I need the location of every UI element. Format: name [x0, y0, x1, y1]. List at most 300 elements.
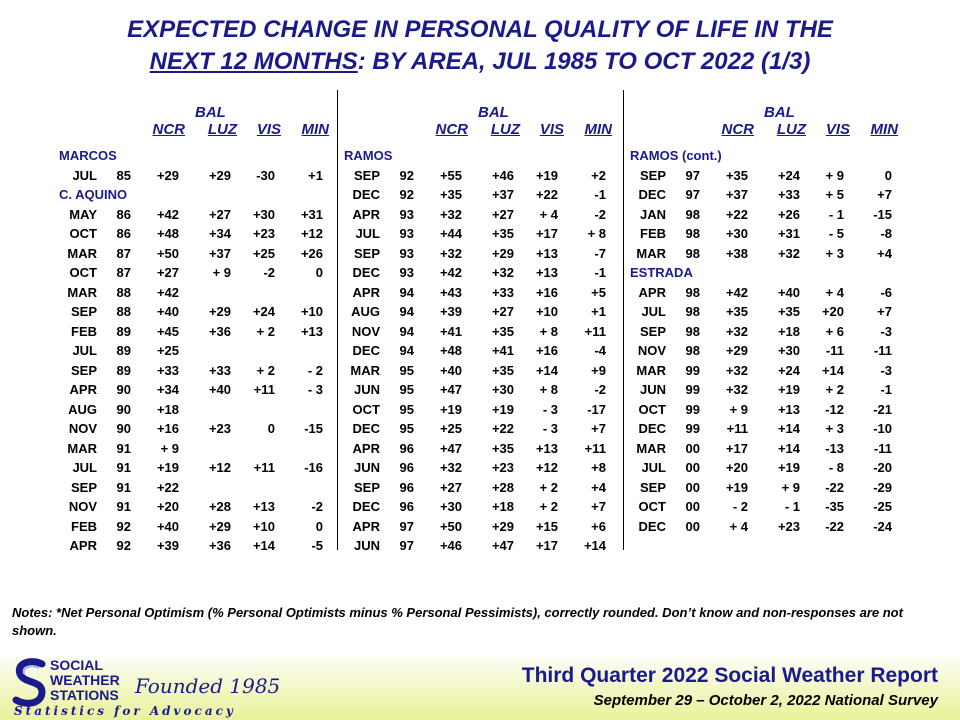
cell-vis: + 8 [539, 323, 558, 339]
cell-month: APR [352, 440, 380, 456]
cell-min: +4 [591, 479, 606, 495]
cell-month: DEC [638, 518, 666, 534]
cell-month: DEC [352, 343, 380, 358]
table-row [624, 499, 904, 517]
cell-luz: +33 [208, 362, 231, 378]
header-vis: VIS [825, 121, 850, 138]
cell-ncr: +34 [156, 382, 179, 397]
cell-min: +6 [591, 518, 606, 534]
cell-vis: + 4 [539, 206, 558, 222]
cell-ncr: +48 [439, 343, 462, 358]
cell-month: SEP [70, 304, 97, 319]
cell-vis: +14 [252, 538, 275, 553]
cell-year: 87 [116, 245, 131, 261]
cell-min: -2 [311, 499, 323, 514]
cell-ncr: +45 [156, 323, 179, 339]
cell-luz: +33 [491, 284, 514, 300]
cell-year: 94 [399, 284, 414, 300]
cell-luz: +23 [208, 421, 231, 436]
table-row [624, 324, 904, 342]
cell-vis: -35 [825, 499, 844, 514]
cell-vis: + 8 [539, 382, 558, 397]
cell-vis: + 3 [825, 421, 844, 436]
table-row [338, 265, 618, 283]
cell-ncr: + 4 [729, 518, 748, 534]
cell-luz: +31 [777, 226, 800, 241]
cell-year: 93 [399, 245, 414, 261]
cell-year: 85 [116, 167, 131, 183]
cell-year: 96 [399, 440, 414, 456]
cell-vis: +14 [535, 362, 558, 378]
cell-month: DEC [638, 187, 666, 202]
cell-luz: +46 [491, 167, 514, 183]
cell-month: SEP [639, 479, 666, 495]
header-bal: BAL [195, 104, 226, 121]
cell-vis: -2 [263, 265, 275, 280]
table-row [55, 207, 335, 225]
cell-luz: +13 [777, 401, 800, 417]
cell-luz: +32 [491, 265, 514, 280]
cell-min: -5 [311, 538, 323, 553]
table-row [338, 519, 618, 537]
cell-luz: +29 [208, 518, 231, 534]
cell-year: 96 [399, 460, 414, 475]
header-luz: LUZ [776, 121, 806, 138]
cell-min: +26 [300, 245, 323, 261]
header-ncr: NCR [152, 121, 185, 138]
cell-year: 00 [685, 499, 700, 514]
cell-year: 92 [399, 167, 414, 183]
table-row [55, 538, 335, 556]
table-row [624, 304, 904, 322]
cell-year: 99 [685, 401, 700, 417]
table-row [338, 421, 618, 439]
cell-min: 0 [315, 518, 323, 534]
cell-year: 98 [685, 226, 700, 241]
cell-min: +1 [591, 304, 606, 319]
cell-vis: -30 [256, 167, 275, 183]
cell-vis: + 2 [256, 323, 275, 339]
cell-year: 00 [685, 479, 700, 495]
section-label: RAMOS (cont.) [630, 148, 722, 163]
cell-luz: +30 [491, 382, 514, 397]
cell-vis: + 6 [825, 323, 844, 339]
table-row [55, 421, 335, 439]
header-luz: LUZ [490, 121, 520, 138]
cell-ncr: +50 [156, 245, 179, 261]
cell-ncr: +37 [725, 187, 748, 202]
cell-year: 95 [399, 382, 414, 397]
cell-vis: 0 [267, 421, 275, 436]
cell-luz: +36 [208, 538, 231, 553]
cell-min: +8 [591, 460, 606, 475]
table-row [338, 382, 618, 400]
cell-ncr: +30 [725, 226, 748, 241]
cell-vis: +16 [535, 343, 558, 358]
cell-year: 88 [116, 284, 131, 300]
cell-vis: + 2 [825, 382, 844, 397]
cell-vis: -13 [825, 440, 844, 456]
table-row [624, 519, 904, 537]
cell-month: JUN [353, 382, 380, 397]
cell-month: APR [69, 538, 97, 553]
table-row [338, 343, 618, 361]
cell-min: 0 [884, 167, 892, 183]
cell-luz: +18 [777, 323, 800, 339]
cell-ncr: +38 [725, 245, 748, 261]
cell-ncr: +32 [439, 460, 462, 475]
cell-vis: - 3 [542, 421, 558, 436]
table-row [55, 246, 335, 264]
cell-vis: +12 [535, 460, 558, 475]
header-vis: VIS [539, 121, 564, 138]
table-row [624, 246, 904, 264]
cell-ncr: +32 [725, 323, 748, 339]
cell-month: MAR [67, 284, 97, 300]
cell-min: 0 [315, 265, 323, 280]
cell-vis: + 2 [539, 479, 558, 495]
table-row [624, 226, 904, 244]
cell-ncr: +20 [725, 460, 748, 475]
header-ncr: NCR [435, 121, 468, 138]
header-bal: BAL [478, 104, 509, 121]
cell-vis: +13 [535, 245, 558, 261]
cell-year: 94 [399, 343, 414, 358]
cell-luz: +47 [491, 538, 514, 553]
cell-ncr: +47 [439, 382, 462, 397]
cell-ncr: + 9 [160, 440, 179, 456]
cell-min: +7 [591, 421, 606, 436]
cell-luz: +36 [208, 323, 231, 339]
cell-luz: +18 [491, 499, 514, 514]
cell-month: FEB [640, 226, 666, 241]
cell-year: 98 [685, 245, 700, 261]
cell-luz: +29 [491, 518, 514, 534]
cell-luz: +35 [491, 323, 514, 339]
cell-year: 98 [685, 206, 700, 222]
cell-month: APR [638, 284, 666, 300]
cell-vis: +30 [252, 206, 275, 222]
cell-month: JUN [353, 538, 380, 553]
cell-min: +11 [584, 323, 606, 339]
table-row [338, 460, 618, 478]
cell-min: -10 [873, 421, 892, 436]
title-underlined-phrase: NEXT 12 MONTHS [149, 48, 358, 75]
table-row [338, 402, 618, 420]
cell-month: MAR [636, 362, 666, 378]
cell-vis: +17 [535, 538, 558, 553]
cell-year: 87 [116, 265, 131, 280]
cell-ncr: +32 [439, 245, 462, 261]
cell-month: MAY [69, 206, 97, 222]
logo-line-3: STATIONS [50, 687, 119, 703]
cell-year: 92 [399, 187, 414, 202]
table-row [338, 207, 618, 225]
cell-min: -16 [304, 460, 323, 475]
table-row [338, 441, 618, 459]
header-bal: BAL [764, 104, 795, 121]
cell-vis: +14 [821, 362, 844, 378]
cell-ncr: +32 [439, 206, 462, 222]
table-row [338, 538, 618, 556]
cell-min: +9 [591, 362, 606, 378]
cell-luz: +29 [208, 304, 231, 319]
cell-ncr: +11 [726, 421, 748, 436]
cell-month: AUG [351, 304, 380, 319]
cell-vis: + 2 [256, 362, 275, 378]
cell-luz: +14 [777, 421, 800, 436]
table-row [55, 441, 335, 459]
cell-luz: +35 [491, 362, 514, 378]
cell-min: -15 [304, 421, 323, 436]
table-row [338, 168, 618, 186]
cell-year: 89 [116, 343, 131, 358]
cell-month: DEC [352, 499, 380, 514]
title-line-2-rest: : BY AREA, JUL 1985 TO OCT 2022 (1/3) [357, 48, 811, 75]
cell-luz: +29 [491, 245, 514, 261]
cell-month: SEP [639, 323, 666, 339]
cell-ncr: +35 [439, 187, 462, 202]
cell-min: +7 [591, 499, 606, 514]
cell-ncr: +47 [439, 440, 462, 456]
cell-year: 93 [399, 265, 414, 280]
cell-year: 00 [685, 460, 700, 475]
cell-vis: +10 [252, 518, 275, 534]
cell-month: JUL [72, 343, 97, 358]
cell-year: 98 [685, 343, 700, 358]
cell-vis: +10 [535, 304, 558, 319]
cell-year: 93 [399, 226, 414, 241]
cell-month: OCT [638, 401, 666, 417]
cell-min: +12 [300, 226, 323, 241]
cell-ncr: +44 [439, 226, 462, 241]
cell-vis: +13 [535, 440, 558, 456]
cell-luz: +32 [777, 245, 800, 261]
cell-vis: +22 [535, 187, 558, 202]
cell-ncr: +16 [156, 421, 179, 436]
cell-min: -17 [587, 401, 606, 417]
cell-month: MAR [67, 440, 97, 456]
cell-month: JAN [639, 206, 666, 222]
cell-month: NOV [68, 421, 97, 436]
logo-line-2: WEATHER [50, 672, 120, 688]
cell-ncr: +40 [156, 304, 179, 319]
table-row [55, 460, 335, 478]
cell-year: 86 [116, 206, 131, 222]
cell-ncr: +50 [439, 518, 462, 534]
page-title [0, 14, 960, 78]
table-row [338, 324, 618, 342]
cell-min: +10 [300, 304, 323, 319]
cell-vis: +13 [535, 265, 558, 280]
cell-ncr: +20 [156, 499, 179, 514]
cell-luz: +26 [777, 206, 800, 222]
cell-vis: -12 [825, 401, 844, 417]
cell-year: 92 [116, 538, 131, 553]
cell-year: 97 [685, 167, 700, 183]
cell-min: -1 [594, 187, 606, 202]
cell-month: JUL [72, 460, 97, 475]
cell-vis: -22 [825, 479, 844, 495]
table-row [338, 226, 618, 244]
cell-ncr: +55 [439, 167, 462, 183]
report-title: Third Quarter 2022 Social Weather Report [521, 664, 938, 687]
cell-luz: - 1 [784, 499, 800, 514]
cell-ncr: +40 [439, 362, 462, 378]
cell-month: JUL [641, 460, 666, 475]
cell-min: +5 [591, 284, 606, 300]
cell-ncr: +35 [725, 167, 748, 183]
cell-ncr: +41 [439, 323, 462, 339]
cell-ncr: +48 [156, 226, 179, 241]
cell-min: +11 [584, 440, 606, 456]
cell-vis: +17 [535, 226, 558, 241]
table-row [55, 363, 335, 381]
cell-ncr: +35 [725, 304, 748, 319]
cell-luz: +40 [777, 284, 800, 300]
cell-vis: +11 [253, 460, 275, 475]
cell-luz: +35 [491, 440, 514, 456]
cell-ncr: +22 [725, 206, 748, 222]
cell-month: FEB [71, 323, 97, 339]
cell-year: 91 [116, 499, 131, 514]
table-row [338, 246, 618, 264]
cell-month: NOV [637, 343, 666, 358]
cell-luz: +19 [777, 460, 800, 475]
section-label: RAMOS [344, 148, 393, 163]
cell-ncr: +25 [156, 343, 179, 358]
cell-ncr: +32 [725, 382, 748, 397]
cell-year: 95 [399, 401, 414, 417]
cell-month: APR [352, 518, 380, 534]
table-row [624, 285, 904, 303]
cell-min: -11 [873, 343, 892, 358]
section-label: ESTRADA [630, 265, 693, 280]
cell-min: +2 [591, 167, 606, 183]
header-vis: VIS [256, 121, 281, 138]
cell-luz: +35 [491, 226, 514, 241]
cell-vis: +23 [252, 226, 275, 241]
cell-ncr: +19 [156, 460, 179, 475]
header-min: MIN [301, 121, 329, 138]
cell-year: 91 [116, 440, 131, 456]
cell-month: OCT [352, 401, 380, 417]
table-row [55, 382, 335, 400]
cell-month: APR [352, 284, 380, 300]
header-min: MIN [870, 121, 898, 138]
cell-luz: +29 [208, 167, 231, 183]
cell-ncr: +43 [439, 284, 462, 300]
cell-ncr: +25 [439, 421, 462, 436]
logo-tagline: Statistics for Advocacy [14, 704, 236, 718]
table-row [624, 343, 904, 361]
cell-year: 98 [685, 284, 700, 300]
cell-month: JUL [641, 304, 666, 319]
cell-vis: - 8 [828, 460, 844, 475]
cell-ncr: +27 [156, 265, 179, 280]
table-row [55, 499, 335, 517]
cell-ncr: +29 [725, 343, 748, 358]
cell-ncr: +33 [156, 362, 179, 378]
cell-ncr: +42 [156, 284, 179, 300]
cell-luz: +30 [777, 343, 800, 358]
table-row [624, 363, 904, 381]
section-label: MARCOS [59, 148, 117, 163]
table-row [338, 499, 618, 517]
cell-ncr: +19 [439, 401, 462, 417]
cell-ncr: +30 [439, 499, 462, 514]
cell-luz: +24 [777, 362, 800, 378]
cell-month: MAR [67, 245, 97, 261]
cell-ncr: - 2 [732, 499, 748, 514]
cell-month: MAR [350, 362, 380, 378]
cell-ncr: +39 [439, 304, 462, 319]
cell-year: 99 [685, 421, 700, 436]
cell-month: SEP [353, 479, 380, 495]
cell-month: DEC [352, 265, 380, 280]
cell-min: +4 [877, 245, 892, 261]
cell-month: FEB [71, 518, 97, 534]
title-line-2 [0, 46, 960, 78]
table-row [338, 285, 618, 303]
cell-vis: +20 [821, 304, 844, 319]
cell-luz: +14 [777, 440, 800, 456]
cell-luz: +37 [491, 187, 514, 202]
cell-month: DEC [638, 421, 666, 436]
cell-ncr: +17 [725, 440, 748, 456]
table-row [55, 343, 335, 361]
notes: Notes: *Net Personal Optimism (% Personal Optimists minus % Personal Pessimists), correctly rounded. Don’t know and non-responses are not shown. [12, 605, 903, 638]
cell-year: 99 [685, 362, 700, 378]
footer [0, 652, 960, 720]
cell-month: JUL [72, 167, 97, 183]
cell-month: JUN [353, 460, 380, 475]
cell-month: AUG [68, 401, 97, 417]
cell-ncr: +42 [725, 284, 748, 300]
cell-min: -21 [873, 401, 892, 417]
cell-vis: + 9 [825, 167, 844, 183]
cell-min: -7 [594, 245, 606, 261]
cell-ncr: +46 [439, 538, 462, 553]
cell-luz: +27 [491, 206, 514, 222]
table-row [624, 460, 904, 478]
cell-vis: +24 [252, 304, 275, 319]
table-row [624, 480, 904, 498]
cell-min: -2 [594, 382, 606, 397]
cell-min: -11 [873, 440, 892, 456]
table-row [338, 187, 618, 205]
cell-year: 00 [685, 518, 700, 534]
cell-ncr: +18 [156, 401, 179, 417]
cell-min: -1 [594, 265, 606, 280]
cell-luz: +23 [777, 518, 800, 534]
cell-luz: +41 [491, 343, 514, 358]
cell-year: 97 [685, 187, 700, 202]
cell-month: SEP [353, 167, 380, 183]
cell-month: APR [352, 206, 380, 222]
cell-month: JUN [639, 382, 666, 397]
cell-ncr: +42 [439, 265, 462, 280]
cell-month: SEP [70, 362, 97, 378]
cell-min: +7 [877, 304, 892, 319]
cell-min: +1 [308, 167, 323, 183]
sws-logo-text [50, 658, 120, 703]
cell-ncr: +40 [156, 518, 179, 534]
cell-luz: +28 [491, 479, 514, 495]
table-row [338, 363, 618, 381]
cell-luz: + 9 [781, 479, 800, 495]
cell-year: 88 [116, 304, 131, 319]
